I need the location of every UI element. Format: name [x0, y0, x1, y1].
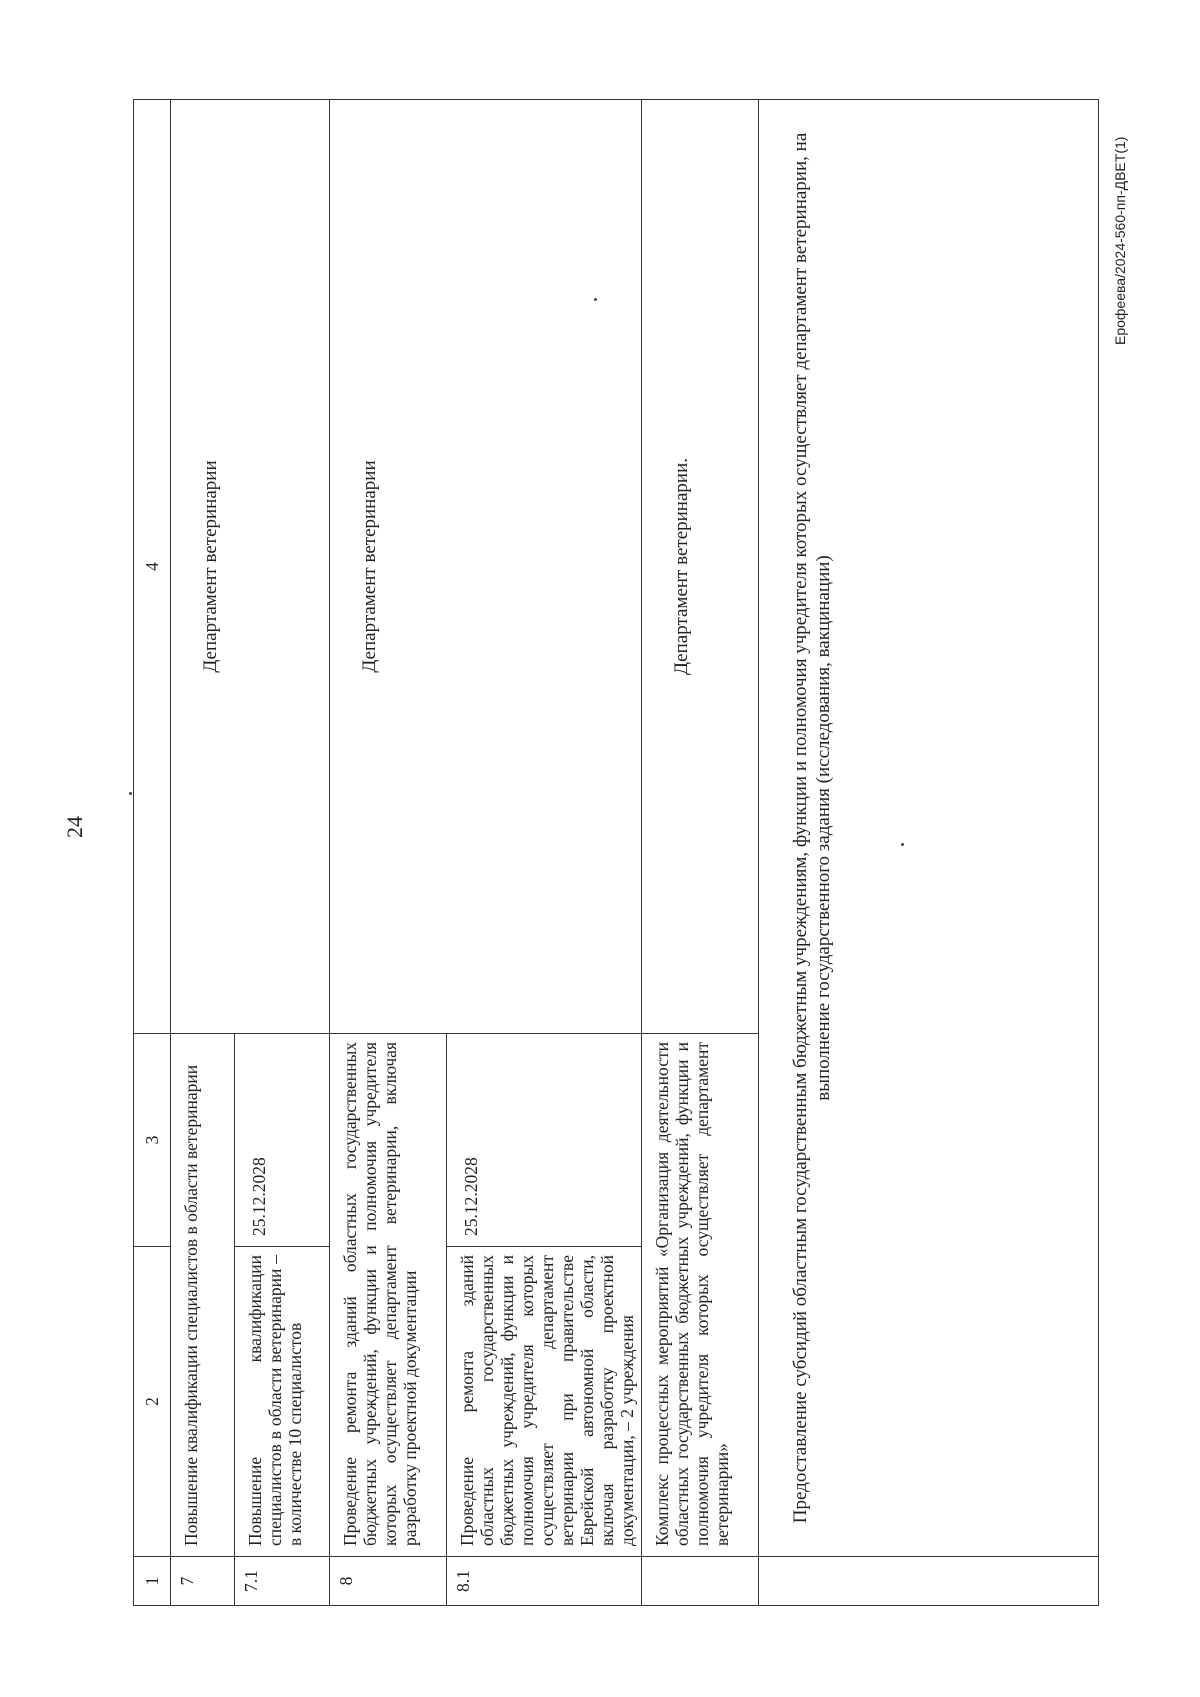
dept-text: Департамент ветеринарии: [200, 460, 221, 673]
table-row: [759, 100, 1099, 1606]
task-text: Повышение квалификации специалистов в области ветеринарии: [181, 1064, 201, 1546]
task-cell: [171, 1034, 235, 1557]
header-cell-3: 3: [134, 1034, 171, 1247]
row-number: 7: [171, 1557, 235, 1606]
document-code: Ерофеева/2024-560-пп-ДВЕТ(1): [1112, 136, 1128, 345]
dept-text: Департамент ветеринарии: [359, 460, 380, 673]
table-row: [330, 100, 447, 1606]
section-cell: [759, 100, 1099, 1557]
scan-speck: [129, 792, 132, 795]
section-text: Предоставление субсидий областным государственным бюджетным учреждениям, функции и полномочия учредителя которых осуществляет департамент ветеринарии, на выполнение государственного задания (исследования, вакцинации): [790, 132, 834, 1524]
table-row: [642, 100, 759, 1606]
task-text: Повышение квалификации специалистов в области ветеринарии – в количестве 10 специалистов: [245, 1255, 305, 1546]
task-cell: [330, 1034, 447, 1557]
row-number: [642, 1557, 759, 1606]
dept-cell: [330, 100, 642, 1034]
date-cell: [447, 1034, 642, 1247]
dept-cell: [171, 100, 330, 1034]
date-text: 25.12.2028: [249, 1157, 269, 1236]
table-row: [171, 100, 235, 1606]
date-text: 25.12.2028: [461, 1157, 481, 1236]
row-number: 8.1: [447, 1557, 642, 1606]
row-number: 8: [330, 1557, 447, 1606]
row-number: 7.1: [235, 1557, 330, 1606]
task-cell: [235, 1247, 330, 1557]
task-cell: [642, 1034, 759, 1557]
task-text: Проведение ремонта зданий областных государственных бюджетных учреждений, функции и полномочия учредителя которых осуществляет департамент ветеринарии при правительстве Еврейской автономной области, включая разработку проектной документации, – 2 учреждения: [457, 1255, 637, 1546]
dept-cell: [642, 100, 759, 1034]
header-cell-1: 1: [134, 1557, 171, 1606]
dept-text: Департамент ветеринарии.: [671, 458, 692, 676]
rotated-table-wrapper: [133, 100, 1099, 1606]
page-number: 24: [62, 816, 87, 838]
table-header-row: [134, 100, 171, 1606]
plan-table: [133, 99, 1099, 1606]
header-cell-4: 4: [134, 100, 171, 1034]
task-text: Комплекс процессных мероприятий «Организация деятельности областных государственных бюджетных учреждений, функции и полномочия учредителя которых осуществляет департамент ветеринарии»: [652, 1042, 732, 1546]
row-number: [759, 1557, 1099, 1606]
task-cell: [447, 1247, 642, 1557]
header-cell-2: 2: [134, 1247, 171, 1557]
task-text: Проведение ремонта зданий областных государственных бюджетных учреждений, функции и полномочия учредителя которых осуществляет департамент ветеринарии, включая разработку проектной документации: [340, 1042, 420, 1546]
date-cell: [235, 1034, 330, 1247]
